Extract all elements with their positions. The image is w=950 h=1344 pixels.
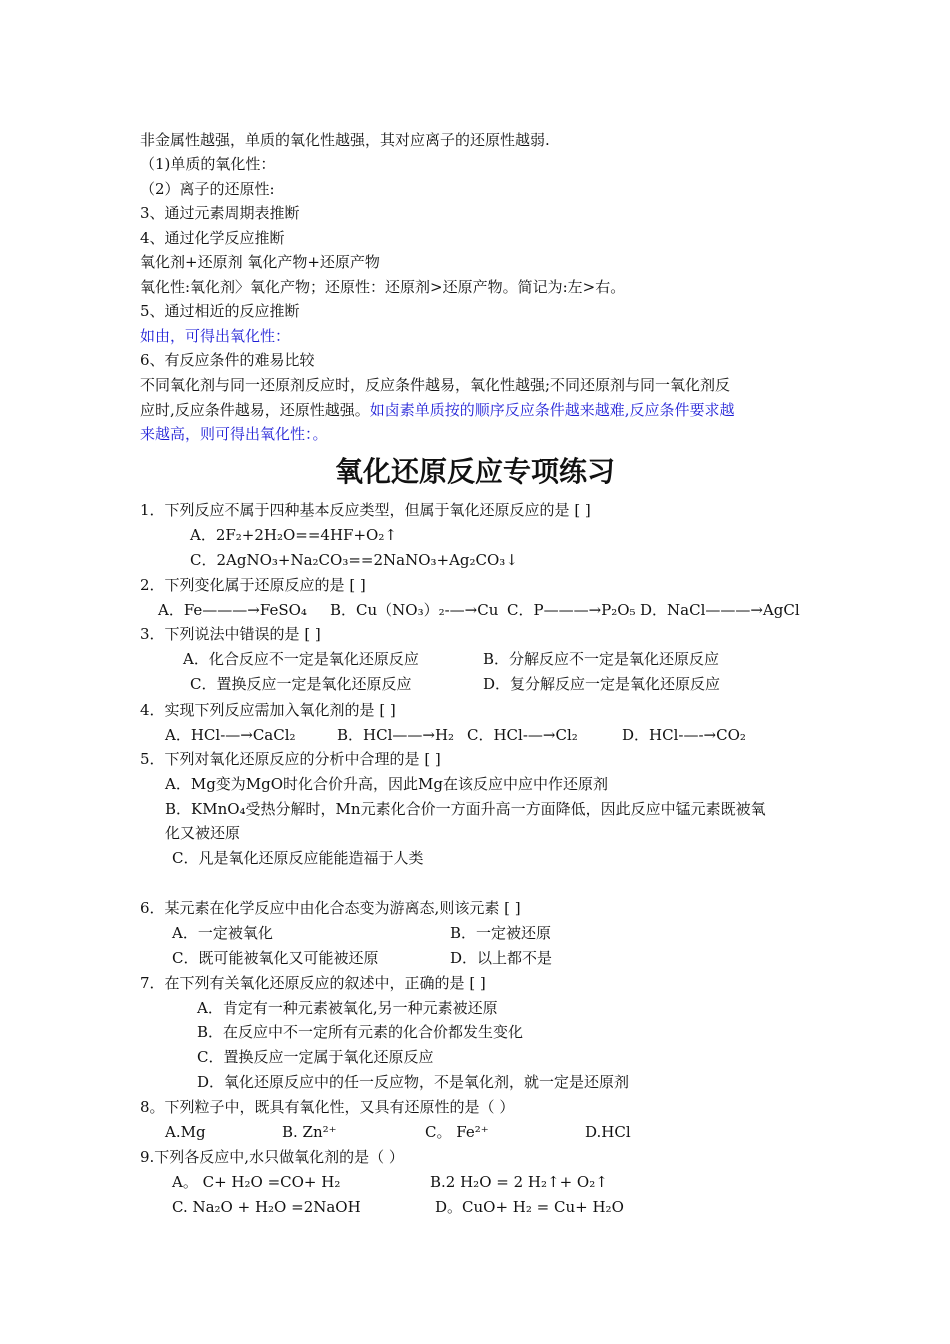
q5-option-a: A．Mg变为MgO时化合价升高，因此Mg在该反应中应中作还原剂 <box>165 775 609 793</box>
intro-heading-3: 3、通过元素周期表推断 <box>140 204 300 222</box>
page-title: 氧化还原反应专项练习 <box>334 455 615 488</box>
q6-option-c: C．既可能被氧化又可能被还原 <box>172 949 379 967</box>
intro-line-6: 氧化剂+还原剂 氧化产物+还原产物 <box>140 253 380 271</box>
q5-option-b-line-1: B．KMnO₄受热分解时，Mn元素化合价一方面升高一方面降低，因此反应中锰元素既被氧 <box>165 800 766 818</box>
intro-line-12a: 应时,反应条件越易，还原性越强。 <box>140 401 370 419</box>
q5-option-b-line-2: 化又被还原 <box>165 824 241 842</box>
q8-option-a: A.Mg <box>165 1123 206 1141</box>
q7-option-b: B．在反应中不一定所有元素的化合价都发生变化 <box>197 1023 524 1041</box>
intro-heading-5: 5、通过相近的反应推断 <box>140 302 300 320</box>
intro-line-12 <box>140 400 735 420</box>
intro-line-1: 非金属性越强，单质的氧化性越强，其对应离子的还原性越弱. <box>140 131 550 149</box>
q7-option-d: D．氧化还原反应中的任一反应物，不是氧化剂，就一定是还原剂 <box>197 1073 630 1091</box>
q4-option-d: D．HCl-—-→CO₂ <box>622 726 746 744</box>
q3-stem: 3．下列说法中错误的是 [ ] <box>140 625 321 643</box>
intro-line-3: （2）离子的还原性: <box>140 180 275 198</box>
q5-stem: 5．下列对氧化还原反应的分析中合理的是 [ ] <box>140 750 441 768</box>
intro-line-2: （1)单质的氧化性： <box>140 155 276 173</box>
q9-option-a: A。 C+ H₂O =CO+ H₂ <box>172 1173 341 1191</box>
q8-option-d: D.HCl <box>585 1123 631 1141</box>
q7-stem: 7．在下列有关氧化还原反应的叙述中，正确的是 [ ] <box>140 974 486 992</box>
q9-option-d: D。CuO+ H₂ = Cu+ H₂O <box>435 1198 624 1216</box>
intro-line-12b: 如卤素单质按的顺序反应条件越来越难,反应条件要求越 <box>369 401 735 419</box>
intro-line-13: 来越高，则可得出氧化性：。 <box>140 425 328 443</box>
intro-line-9: 如由，可得出氧化性： <box>140 327 291 345</box>
q2-option-b: B．Cu（NO₃）₂-—→Cu <box>330 601 499 619</box>
q6-option-b: B．一定被还原 <box>450 924 552 942</box>
q2-option-c: C．P———→P₂O₅ <box>507 601 636 619</box>
q3-option-d: D．复分解反应一定是氧化还原反应 <box>483 675 721 693</box>
q6-option-d: D．以上都不是 <box>450 949 553 967</box>
q4-option-b: B．HCl——→H₂ <box>337 726 455 744</box>
intro-heading-4: 4、通过化学反应推断 <box>140 229 285 247</box>
q7-option-c: C．置换反应一定属于氧化还原反应 <box>197 1048 434 1066</box>
q4-option-a: A．HCl-—→CaCl₂ <box>165 726 296 744</box>
q3-option-b: B．分解反应不一定是氧化还原反应 <box>483 650 720 668</box>
q4-option-c: C．HCl-—→Cl₂ <box>467 726 578 744</box>
q1-option-c: C．2AgNO₃+Na₂CO₃==2NaNO₃+Ag₂CO₃↓ <box>190 551 518 569</box>
q3-option-a: A．化合反应不一定是氧化还原反应 <box>183 650 419 668</box>
q3-option-c: C．置换反应一定是氧化还原反应 <box>190 675 412 693</box>
q8-option-c: C。 Fe²⁺ <box>425 1123 489 1141</box>
q2-stem: 2．下列变化属于还原反应的是 [ ] <box>140 576 366 594</box>
q9-stem: 9.下列各反应中,水只做氧化剂的是（ ） <box>140 1148 404 1166</box>
q5-option-c: C．凡是氧化还原反应能能造福于人类 <box>172 849 424 867</box>
q9-option-b: B.2 H₂O = 2 H₂↑+ O₂↑ <box>430 1173 608 1191</box>
q1-option-a: A．2F₂+2H₂O==4HF+O₂↑ <box>190 526 397 544</box>
q9-option-c: C. Na₂O + H₂O =2NaOH <box>172 1198 361 1216</box>
q1-stem: 1．下列反应不属于四种基本反应类型，但属于氧化还原反应的是 [ ] <box>140 501 591 519</box>
q6-stem: 6．某元素在化学反应中由化合态变为游离态,则该元素 [ ] <box>140 899 521 917</box>
q6-option-a: A．一定被氧化 <box>172 924 273 942</box>
q8-option-b: B. Zn²⁺ <box>282 1123 337 1141</box>
q8-stem: 8。下列粒子中，既具有氧化性，又具有还原性的是（ ） <box>140 1098 515 1116</box>
intro-line-11: 不同氧化剂与同一还原剂反应时，反应条件越易，氧化性越强;不同还原剂与同一氧化剂反 <box>140 376 731 394</box>
intro-heading-6: 6、有反应条件的难易比较 <box>140 351 315 369</box>
q2-option-a: A．Fe———→FeSO₄ <box>158 601 307 619</box>
q7-option-a: A．肯定有一种元素被氧化,另一种元素被还原 <box>197 999 498 1017</box>
q4-stem: 4．实现下列反应需加入氧化剂的是 [ ] <box>140 701 396 719</box>
q2-option-d: D．NaCl———→AgCl <box>640 601 800 619</box>
intro-line-7: 氧化性:氧化剂〉氧化产物；还原性：还原剂>还原产物。简记为:左>右。 <box>140 278 626 296</box>
